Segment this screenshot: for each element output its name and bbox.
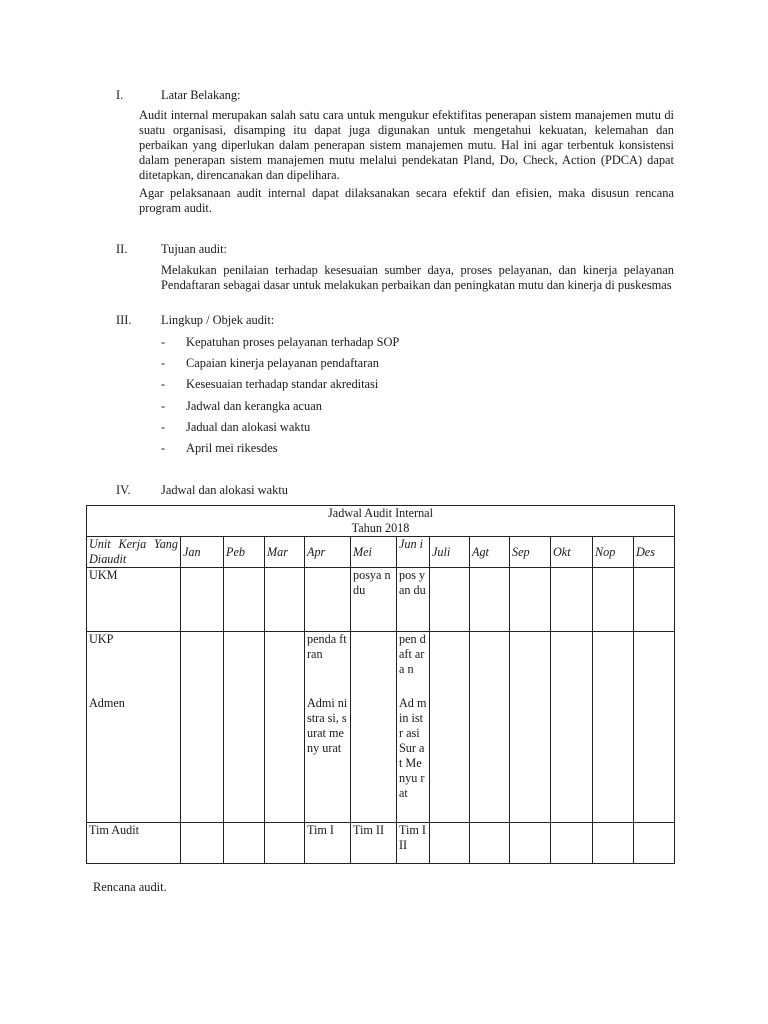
month-header: Agt <box>470 537 510 568</box>
list-dash: - <box>161 335 166 349</box>
month-header: Okt <box>551 537 593 568</box>
month-header: Peb <box>224 537 265 568</box>
section-3-title: Lingkup / Objek audit: <box>161 313 275 327</box>
month-header: Des <box>634 537 675 568</box>
schedule-cell: Tim I <box>305 823 351 864</box>
section-2-title: Tujuan audit: <box>161 242 227 256</box>
list-dash: - <box>161 399 166 413</box>
section-2-number: II. <box>116 242 128 256</box>
list-item: Jadual dan alokasi waktu <box>186 420 311 434</box>
list-item: Kesesuaian terhadap standar akreditasi <box>186 377 379 391</box>
section-3-number: III. <box>116 313 132 327</box>
section-4-title: Jadwal dan alokasi waktu <box>161 483 288 497</box>
list-item: Kepatuhan proses pelayanan terhadap SOP <box>186 335 400 349</box>
table-title <box>87 506 675 537</box>
table-row-admen <box>87 696 675 823</box>
unit-cell: UKM <box>87 568 181 632</box>
table-row-ukp <box>87 632 675 696</box>
schedule-cell: pen daft ara n <box>397 632 430 696</box>
section-2-paragraph: Melakukan penilaian terhadap kesesuaian sumber daya, proses pelayanan, dan kinerja pelayanan Pendaftaran sebagai dasar untuk melakukan perbaikan dan peningkatan mutu dan kinerja di puskesmas <box>161 263 674 292</box>
footer-text: Rencana audit. <box>93 880 167 894</box>
section-4-number: IV. <box>116 483 131 497</box>
list-item: Capaian kinerja pelayanan pendaftaran <box>186 356 379 370</box>
table-header-row <box>87 537 675 568</box>
schedule-cell: Admi nistra si, surat meny urat <box>305 696 351 823</box>
month-header: Nop <box>593 537 634 568</box>
section-1-title: Latar Belakang: <box>161 88 241 102</box>
month-header: Apr <box>305 537 351 568</box>
table-row-tim-audit <box>87 823 675 864</box>
table-title-line-2: Tahun 2018 <box>351 521 410 535</box>
month-header: Jun i <box>397 537 430 568</box>
month-header: Sep <box>510 537 551 568</box>
unit-cell: Admen <box>87 696 181 823</box>
unit-column-header: Unit Kerja Yang Diaudit <box>87 537 181 568</box>
unit-cell: Tim Audit <box>87 823 181 864</box>
list-item: April mei rikesdes <box>186 441 278 455</box>
schedule-cell: Ad min istr asi Sur at Me nyu rat <box>397 696 430 823</box>
list-item: Jadwal dan kerangka acuan <box>186 399 322 413</box>
month-header: Mar <box>265 537 305 568</box>
table-row-ukm <box>87 568 675 632</box>
section-1-number: I. <box>116 88 124 102</box>
month-header: Mei <box>351 537 397 568</box>
audit-schedule-table <box>86 505 675 864</box>
schedule-cell: pos yan du <box>397 568 430 632</box>
table-title-line-1: Jadwal Audit Internal <box>328 506 433 520</box>
month-header: Juli <box>430 537 470 568</box>
section-1-paragraph-2: Agar pelaksanaan audit internal dapat dilaksanakan secara efektif dan efisien, maka disusun rencana program audit. <box>139 186 674 215</box>
list-dash: - <box>161 420 166 434</box>
list-dash: - <box>161 377 166 391</box>
schedule-cell: penda ftran <box>305 632 351 696</box>
schedule-cell: Tim II <box>351 823 397 864</box>
list-dash: - <box>161 441 166 455</box>
month-header: Jan <box>181 537 224 568</box>
section-1-paragraph-1: Audit internal merupakan salah satu cara untuk mengukur efektifitas penerapan sistem manajemen mutu di suatu organisasi, disamping itu dapat juga digunakan untuk mengetahui kekuatan, kelemahan dan perbaikan yang diperlukan dalam penerapan sistem manajemen mutu. Hal ini agar terbentuk konsistensi dalam penerapan sistem manajemen mutu melalui pendekatan Pland, Do, Check, Action (PDCA) dapat ditetapkan, direncanakan dan dipelihara. <box>139 108 674 182</box>
schedule-cell: posya ndu <box>351 568 397 632</box>
list-dash: - <box>161 356 166 370</box>
unit-cell: UKP <box>87 632 181 696</box>
schedule-cell: Tim III <box>397 823 430 864</box>
